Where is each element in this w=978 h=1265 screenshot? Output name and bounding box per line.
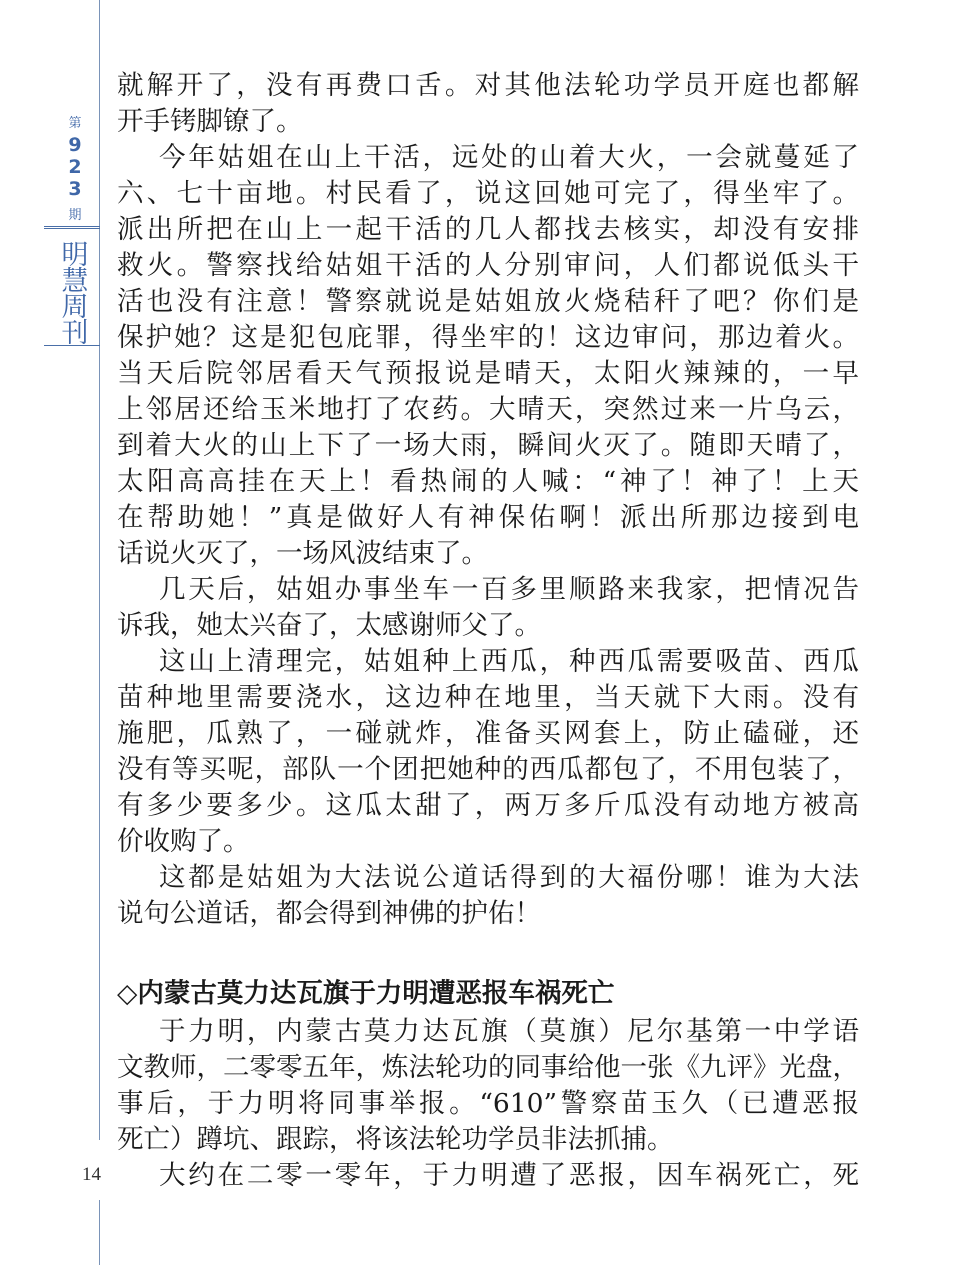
text-line: 派出所把在山上一起干活的几人都找去核实，却没有安排 [117,214,859,245]
text-line: 就解开了，没有再费口舌。对其他法轮功学员开庭也都解 [117,70,859,101]
journal-title-char-4: 刊 [61,318,89,349]
issue-digit-2: 2 [68,156,82,178]
text-line: 话说火灭了，一场风波结束了。 [117,538,488,569]
text-line: 保护她？这是犯包庇罪，得坐牢的！这边审问，那边着火。 [117,322,859,353]
text-line: 死亡）蹲坑、跟踪，将该法轮功学员非法抓捕。 [117,1124,674,1155]
journal-title-char-1: 明 [61,240,89,271]
section-heading: ◇内蒙古莫力达瓦旗于力明遭恶报车祸死亡 [117,978,615,1009]
text-line: 在帮助她！”真是做好人有神保佑啊！派出所那边接到电 [117,502,859,533]
text-line: 文教师，二零零五年，炼法轮功的同事给他一张《九评》光盘， [117,1052,859,1083]
issue-prefix: 第 [68,116,82,131]
text-line: 当天后院邻居看天气预报说是晴天，太阳火辣辣的，一早 [117,358,859,389]
text-line: 上邻居还给玉米地打了农药。大晴天，突然过来一片乌云， [117,394,859,425]
text-line: 有多少要多少。这瓜太甜了，两万多斤瓜没有动地方被高 [117,790,859,821]
text-line: 苗种地里需要浇水，这边种在地里，当天就下大雨。没有 [117,682,859,713]
text-line: 今年姑姐在山上干活，远处的山着大火，一会就蔓延了 [159,142,859,173]
article-body [117,68,859,1194]
issue-digit-3: 3 [68,178,82,200]
text-line: 事后，于力明将同事举报。“610”警察苗玉久（已遭恶报 [117,1088,859,1119]
paragraph-spacer [117,932,859,968]
issue-digit-1: 9 [68,134,82,156]
text-line: 于力明，内蒙古莫力达瓦旗（莫旗）尼尔基第一中学语 [159,1016,859,1047]
text-line: 大约在二零一零年，于力明遭了恶报，因车祸死亡，死 [159,1160,859,1191]
text-line: 施肥，瓜熟了，一碰就炸，准备买网套上，防止磕碰，还 [117,718,859,749]
journal-title-char-3: 周 [61,292,89,323]
issue-sidebar [44,100,100,349]
journal-bottom-rule [44,345,100,346]
text-line: 六、七十亩地。村民看了，说这回她可完了，得坐牢了。 [117,178,859,209]
issue-divider [44,226,100,229]
text-line: 没有等买呢，部队一个团把她种的西瓜都包了，不用包装了， [117,754,859,785]
text-line: 这都是姑姐为大法说公道话得到的大福份哪！谁为大法 [159,862,859,893]
text-line: 活也没有注意！警察就说是姑姐放火烧秸秆了吧？你们是 [117,286,859,317]
text-line: 说句公道话，都会得到神佛的护佑！ [117,898,541,929]
page-number: 14 [82,1164,101,1185]
text-line: 这山上清理完，姑姐种上西瓜，种西瓜需要吸苗、西瓜 [159,646,859,677]
text-line: 价收购了。 [117,826,250,857]
text-line: 几天后，姑姐办事坐车一百多里顺路来我家，把情况告 [159,574,859,605]
text-line: 到着大火的山上下了一场大雨，瞬间火灭了。随即天晴了， [117,430,859,461]
journal-title-char-2: 慧 [61,266,89,297]
text-line: 太阳高高挂在天上！看热闹的人喊：“神了！神了！上天 [117,466,859,497]
text-line: 救火。警察找给姑姐干活的人分别审问，人们都说低头干 [117,250,859,281]
text-line: 开手铐脚镣了。 [117,106,303,137]
issue-suffix: 期 [68,208,82,223]
text-line: 诉我，她太兴奋了，太感谢师父了。 [117,610,541,641]
margin-rule-bottom [99,1200,100,1265]
